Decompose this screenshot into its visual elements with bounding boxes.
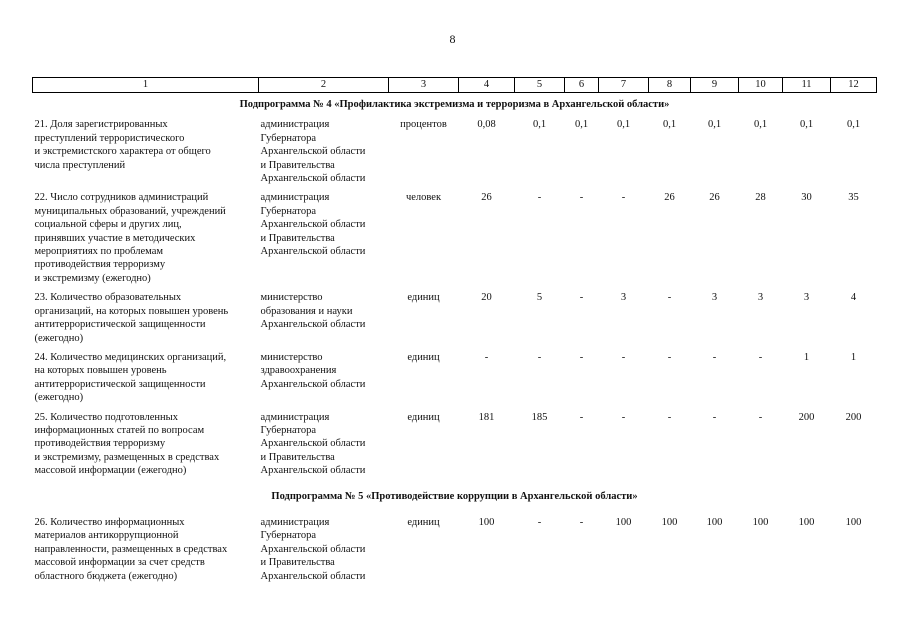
indicator-cell-line: противодействия терроризму [34,259,166,271]
unit-cell: единиц [407,411,440,423]
executor-cell-line: здравоохранения [260,365,337,377]
value-cell: 0,1 [799,119,814,131]
value-cell: 0,1 [707,119,722,131]
indicator-cell-line: и экстремизму (ежегодно) [34,272,151,284]
value-cell: 0,08 [477,119,496,131]
header-cell: 8 [649,78,691,93]
value-cell: 100 [706,516,723,528]
executor-cell-line: Архангельской области [260,378,366,390]
unit-cell: человек [405,192,442,204]
header-cell: 6 [565,78,599,93]
executor-cell-line: министерство [260,351,323,363]
subprogram-title: Подпрограмма № 5 «Противодействие коррупции в Архангельской области» [271,490,638,502]
unit-cell: процентов [400,119,447,131]
indicator-cell-line: 22. Число сотрудников администраций [34,192,209,204]
value-cell: 100 [798,516,815,528]
indicator-cell [33,118,259,191]
unit-cell: единиц [407,351,440,363]
value-cell: - [537,351,542,363]
executor-cell-line: Архангельской области [260,246,366,258]
indicator-cell-line: (ежегодно) [34,392,84,404]
value-cell: 3 [757,292,764,304]
executor-cell-line: Губернатора [260,424,317,436]
subprogram-title-row [33,93,877,119]
value-cell: - [579,292,584,304]
header-cell: 11 [783,78,831,93]
executor-cell-line: Архангельской области [260,146,366,158]
value-cell: 3 [803,292,810,304]
table-row [33,516,877,589]
executor-cell [259,291,389,351]
subprogram-title: Подпрограмма № 4 «Профилактика экстремизма и терроризма в Архангельской области» [239,99,670,110]
executor-cell [259,411,389,484]
value-cell: 26 [664,192,675,204]
executor-cell-line: Архангельской области [260,543,366,555]
executor-cell-line: Архангельской области [260,319,366,331]
value-cell: - [667,351,672,363]
executor-cell [259,191,389,291]
indicator-cell-line: областного бюджета (ежегодно) [34,570,178,582]
indicator-cell-line: и экстремизму, размещенных в средствах [34,451,220,463]
header-row [33,78,877,93]
executor-cell-line: администрация [260,411,330,423]
indicator-cell-line: массовой информации за счет средств [34,557,205,569]
indicator-cell [33,291,259,351]
value-cell: 1 [850,351,857,363]
indicator-cell-line: мероприятиях по проблемам [34,246,164,258]
value-cell: 0,1 [616,119,631,131]
value-cell: - [579,351,584,363]
indicator-cell [33,351,259,411]
value-cell: - [712,351,717,363]
value-cell: 26 [481,192,492,204]
indicator-cell-line: антитеррористической защищенности [34,319,206,331]
indicator-cell-line: направленности, размещенных в средствах [34,543,228,555]
value-cell: - [537,516,542,528]
indicator-cell-line: 24. Количество медицинских организаций, [34,351,227,363]
value-cell: 0,1 [846,119,861,131]
indicator-cell-line: 21. Доля зарегистрированных [34,119,168,131]
value-cell: 0,1 [532,119,547,131]
indicator-cell-line: организаций, на которых повышен уровень [34,305,229,317]
indicator-cell-line: социальной сферы и других лиц, [34,219,182,231]
header-cell: 1 [33,78,259,93]
executor-cell-line: администрация [260,516,330,528]
value-cell: 100 [478,516,495,528]
page-number: 8 [449,32,456,46]
value-cell: 28 [755,192,766,204]
indicator-cell-line: числа преступлений [34,159,126,171]
value-cell: 26 [709,192,720,204]
indicator-cell-line: преступлений террористического [34,132,185,144]
executor-cell-line: и Правительства [260,232,335,244]
executor-cell-line: и Правительства [260,159,335,171]
indicator-cell-line: и экстремистского характера от общего [34,146,211,158]
value-cell: - [579,411,584,423]
executor-cell [259,351,389,411]
value-cell: 5 [536,292,543,304]
executor-cell-line: администрация [260,119,330,131]
table-row [33,411,877,484]
executor-cell-line: Губернатора [260,132,317,144]
executor-cell-line: образования и науки [260,305,353,317]
indicator-cell-line: принявших участие в методических [34,232,196,244]
value-cell: - [667,411,672,423]
unit-cell: единиц [407,292,440,304]
header-cell: 9 [691,78,739,93]
header-cell: 2 [259,78,389,93]
value-cell: 20 [481,292,492,304]
executor-cell [259,118,389,191]
executor-cell-line: и Правительства [260,557,335,569]
executor-cell-line: Архангельской области [260,219,366,231]
table-row [33,351,877,411]
value-cell: 0,1 [574,119,589,131]
value-cell: 200 [798,411,815,423]
indicator-cell-line: информационных статей по вопросам [34,424,205,436]
subprogram-title-row [33,484,877,516]
value-cell: 100 [615,516,632,528]
value-cell: 100 [661,516,678,528]
indicator-cell-line: массовой информации (ежегодно) [34,465,187,477]
value-cell: 0,1 [753,119,768,131]
value-cell: 1 [803,351,810,363]
executor-cell-line: Архангельской области [260,438,366,450]
indicator-cell-line: материалов антикоррупционной [34,530,179,542]
indicator-cell [33,516,259,589]
value-cell: - [712,411,717,423]
indicator-cell-line: муниципальных образований, учреждений [34,205,226,217]
value-cell: 30 [801,192,812,204]
value-cell: 185 [531,411,548,423]
value-cell: - [621,411,626,423]
value-cell: 35 [848,192,859,204]
value-cell: - [667,292,672,304]
value-cell: 0,1 [662,119,677,131]
value-cell: 4 [850,292,857,304]
header-cell: 5 [515,78,565,93]
value-cell: - [621,192,626,204]
executor-cell-line: и Правительства [260,451,335,463]
header-cell: 10 [739,78,783,93]
value-cell: 100 [845,516,862,528]
executor-cell-line: Архангельской области [260,570,366,582]
executor-cell-line: Архангельской области [260,173,366,185]
indicator-cell-line: антитеррористической защищенности [34,378,206,390]
unit-cell: единиц [407,516,440,528]
value-cell: - [484,351,489,363]
executor-cell-line: администрация [260,192,330,204]
value-cell: 200 [845,411,862,423]
header-cell: 12 [831,78,877,93]
executor-cell [259,516,389,589]
header-cell: 3 [389,78,459,93]
executor-cell-line: Губернатора [260,205,317,217]
value-cell: 3 [711,292,718,304]
indicator-cell-line: 25. Количество подготовленных [34,411,178,423]
value-cell: 181 [478,411,495,423]
table-row [33,291,877,351]
executor-cell-line: Архангельской области [260,465,366,477]
value-cell: - [579,192,584,204]
table-row [33,191,877,291]
indicator-cell-line: (ежегодно) [34,332,84,344]
table-row [33,118,877,191]
value-cell: - [537,192,542,204]
indicator-cell [33,411,259,484]
indicators-table [32,77,877,589]
indicator-cell-line: противодействия терроризму [34,438,166,450]
value-cell: 3 [620,292,627,304]
executor-cell-line: Губернатора [260,530,317,542]
value-cell: - [758,351,763,363]
value-cell: 100 [752,516,769,528]
header-cell: 4 [459,78,515,93]
executor-cell-line: министерство [260,292,323,304]
header-cell: 7 [599,78,649,93]
indicator-cell-line: на которых повышен уровень [34,365,167,377]
value-cell: - [758,411,763,423]
value-cell: - [579,516,584,528]
indicator-cell-line: 23. Количество образовательных [34,292,182,304]
indicator-cell [33,191,259,291]
value-cell: - [621,351,626,363]
indicator-cell-line: 26. Количество информационных [34,516,185,528]
